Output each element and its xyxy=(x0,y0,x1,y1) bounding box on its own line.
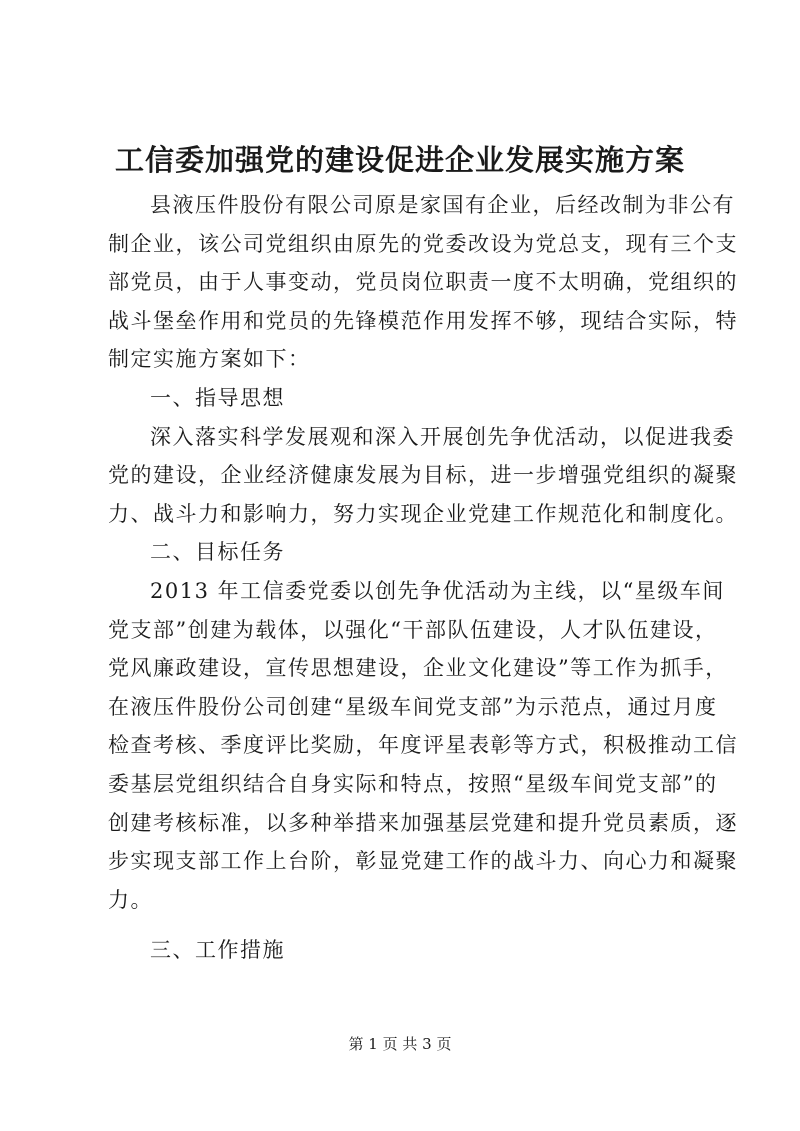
body-line: 县液压件股份有限公司原是家国有企业，后经改制为非公有 xyxy=(150,193,735,217)
body-line: 党风廉政建设，宣传思想建设，企业文化建设”等工作为抓手， xyxy=(108,656,728,681)
section-heading-3: 三、工作措施 xyxy=(150,938,285,963)
body-line: 力。 xyxy=(108,887,153,912)
body-line: 2013 年工信委党委以创先争优活动为主线，以“星级车间 xyxy=(150,578,725,603)
page-number: 第 1 页 共 3 页 xyxy=(348,1035,452,1053)
spacer xyxy=(108,919,712,931)
body-line: 部党员，由于人事变动，党员岗位职责一度不太明确，党组织的 xyxy=(108,270,738,295)
body-line: 战斗堡垒作用和党员的先锋模范作用发挥不够，现结合实际，特 xyxy=(108,308,738,333)
body-line: 深入落实科学发展观和深入开展创先争优活动，以促进我委 xyxy=(150,424,735,449)
body-line: 党的建设，企业经济健康发展为目标，进一步增强党组织的凝聚 xyxy=(108,463,738,488)
body-line: 步实现支部工作上台阶，彰显党建工作的战斗力、向心力和凝聚 xyxy=(108,849,738,874)
section-heading-2: 二、目标任务 xyxy=(150,540,285,565)
body-line: 创建考核标准，以多种举措来加强基层党建和提升党员素质，逐 xyxy=(108,810,738,835)
document-body xyxy=(108,186,738,970)
body-line: 在液压件股份公司创建“星级车间党支部”为示范点，通过月度 xyxy=(108,694,718,719)
body-line: 党支部”创建为载体，以强化“干部队伍建设，人才队伍建设， xyxy=(108,617,718,642)
body-line: 委基层党组织结合自身实际和特点，按照“星级车间党支部”的 xyxy=(108,771,718,796)
body-line: 制企业，该公司党组织由原先的党委改设为党总支，现有三个支 xyxy=(108,231,738,256)
body-line: 制定实施方案如下： xyxy=(108,347,311,372)
section-heading-1: 一、指导思想 xyxy=(150,385,285,410)
document-title: 工信委加强党的建设促进企业发展实施方案 xyxy=(114,143,685,177)
body-line: 力、战斗力和影响力，努力实现企业党建工作规范化和制度化。 xyxy=(108,501,738,526)
body-line: 检查考核、季度评比奖励，年度评星表彰等方式，积极推动工信 xyxy=(108,733,738,758)
